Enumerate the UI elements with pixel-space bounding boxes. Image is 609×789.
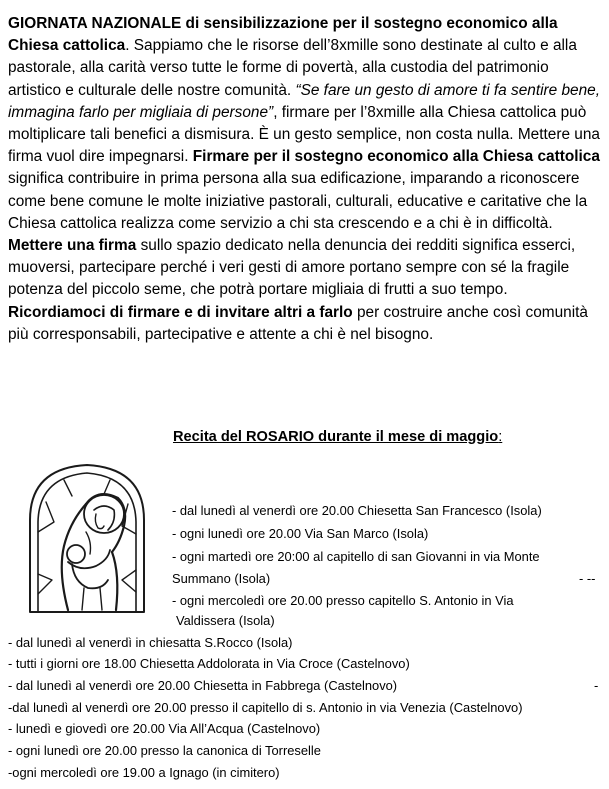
madonna-stained-glass-icon [24, 462, 150, 614]
intro-paragraph [8, 13, 602, 346]
text-3: significa contribuire in prima persona alla sua edificazione, imparando a riconoscere come bene comune le molte iniziative pastorali, culturali, educative e caritative che la Chiesa cattolica realizza come servizio a chi sta crescendo e a chi è in difficoltà. [8, 170, 588, 232]
rosary-line: - lunedì e giovedì ore 20.00 Via All’Acqua (Castelnovo) [8, 721, 321, 736]
rosary-heading [173, 429, 502, 445]
rosary-line: -dal lunedì al venerdì ore 20.00 presso il capitello di s. Antonio in via Venezia (Castelnovo) [8, 700, 523, 715]
rosary-line: - ogni lunedì ore 20.00 presso la canonica di Torreselle [8, 743, 321, 758]
stray-dash: - -- [579, 571, 596, 586]
bold-4: Ricordiamoci di firmare e di invitare altri a farlo [8, 303, 353, 321]
rosary-heading-colon: : [498, 429, 503, 445]
text-2: , firmare per l’8xmille alla Chiesa cattolica può moltiplicare tali benefici a dismisura. È un gesto semplice, non costa nulla. Mettere una firma vuol dire impegnarsi. [8, 103, 600, 166]
rosary-line: - dal lunedì al venerdì in chiesatta S.Rocco (Isola) [8, 635, 293, 650]
text-4: sullo spazio dedicato nella denuncia dei redditi significa esserci, muoversi, partecipare perché i veri gesti di amore portano sempre con sé la fragile potenza del piccolo seme, che potrà portare migliaia di frutti a suo tempo. [8, 237, 576, 299]
bold-2: Firmare per il sostegno economico alla Chiesa cattolica [192, 148, 600, 166]
rosary-line: Valdissera (Isola) [176, 613, 275, 628]
rosary-line: - tutti i giorni ore 18.00 Chiesetta Addolorata in Via Croce (Castelnovo) [8, 656, 410, 671]
quote-italic: “Se fare un gesto di amore ti fa sentire bene, immagina farlo per migliaia di persone” [8, 81, 601, 121]
stray-dash: - [594, 678, 599, 693]
rosary-line: - ogni mercoledì ore 20.00 presso capitello S. Antonio in Via [172, 593, 514, 608]
rosary-line: -ogni mercoledì ore 19.00 a Ignago (in cimitero) [8, 765, 280, 780]
text-1: . Sappiamo che le risorse dell’8xmille sono destinate al culto e alla pastorale, alla carità verso tutte le forme di povertà, alla custodia del patrimonio artistico e culturale delle nostre comunità. [8, 37, 577, 99]
title-bold: GIORNATA NAZIONALE di sensibilizzazione per il sostegno economico alla Chiesa cattolica [8, 15, 558, 55]
rosary-heading-text: Recita del ROSARIO durante il mese di maggio [173, 429, 499, 445]
text-5: per costruire anche così comunità più corresponsabili, partecipative e attente a chi è nel bisogno. [8, 303, 588, 343]
rosary-line: - ogni martedì ore 20:00 al capitello di san Giovanni in via Monte [172, 549, 540, 564]
rosary-line: - ogni lunedì ore 20.00 Via San Marco (Isola) [172, 526, 429, 541]
rosary-line: - dal lunedì al venerdì ore 20.00 Chiesetta in Fabbrega (Castelnovo) [8, 678, 398, 693]
bold-3: Mettere una firma [8, 237, 137, 255]
rosary-line: Summano (Isola) [172, 571, 271, 586]
rosary-line: - dal lunedì al venerdì ore 20.00 Chiesetta San Francesco (Isola) [172, 503, 542, 518]
